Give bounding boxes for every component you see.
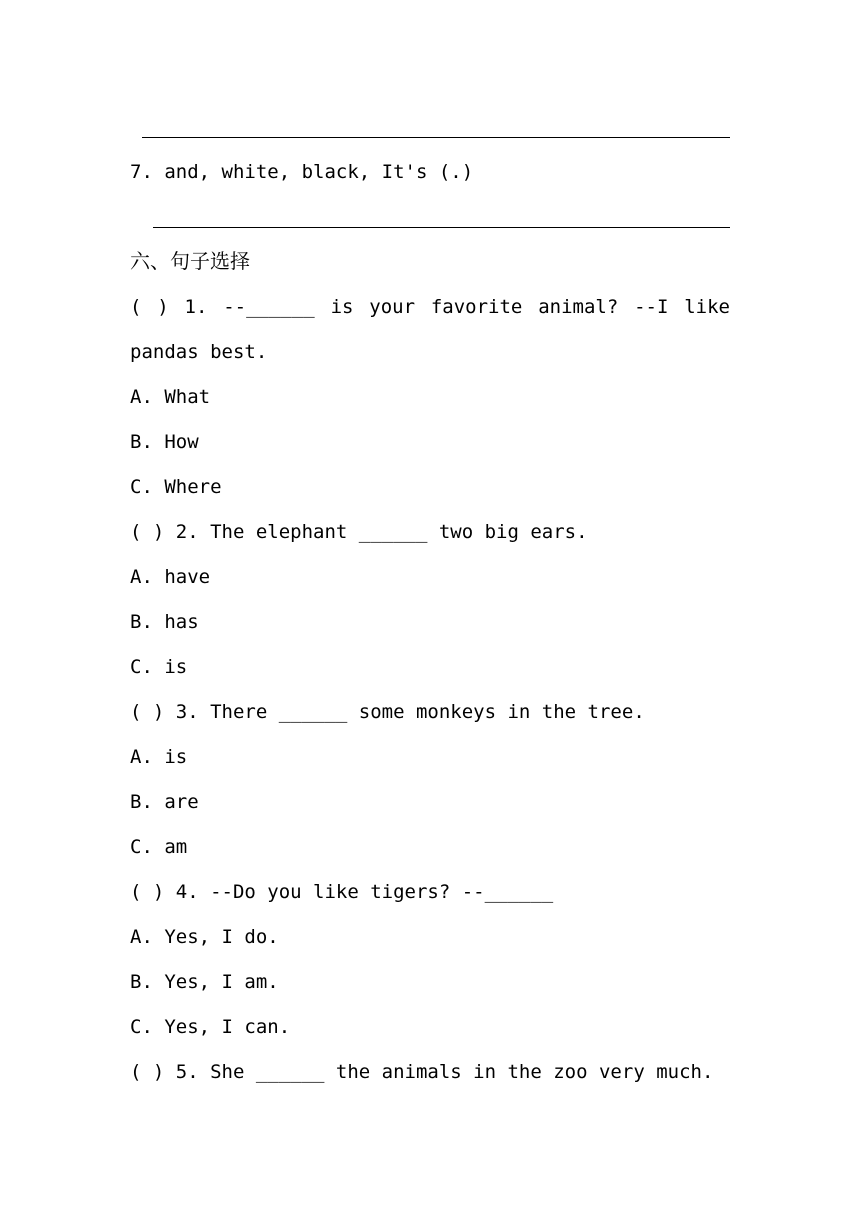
question-3-stem: ( ) 3. There ______ some monkeys in the tree. (130, 701, 645, 723)
question-3-option-a: A. is (130, 746, 188, 768)
question-1-stem-cont: pandas best. (130, 341, 268, 363)
question-1-stem: ( ) 1. --______ is your favorite animal? --I like (130, 296, 730, 318)
section-heading: 六、句子选择 (130, 249, 250, 273)
question-3-option-c: C. am (130, 836, 188, 858)
question-5-stem: ( ) 5. She ______ the animals in the zoo very much. (130, 1061, 714, 1083)
question-1-option-a: A. What (130, 386, 211, 408)
question-1-option-b: B. How (130, 431, 199, 453)
answer-line-6 (142, 137, 730, 138)
question-2-stem: ( ) 2. The elephant ______ two big ears. (130, 521, 588, 543)
question-1-option-c: C. Where (130, 476, 222, 498)
answer-line-7 (153, 227, 730, 228)
question-4-option-b: B. Yes, I am. (130, 971, 279, 993)
question-2-option-b: B. has (130, 611, 199, 633)
question-4-stem: ( ) 4. --Do you like tigers? --______ (130, 881, 554, 903)
question-2-option-c: C. is (130, 656, 188, 678)
question-4-option-c: C. Yes, I can. (130, 1016, 291, 1038)
question-7-text: 7. and, white, black, It's (.) (130, 161, 474, 183)
question-2-option-a: A. have (130, 566, 211, 588)
question-3-option-b: B. are (130, 791, 199, 813)
question-4-option-a: A. Yes, I do. (130, 926, 279, 948)
